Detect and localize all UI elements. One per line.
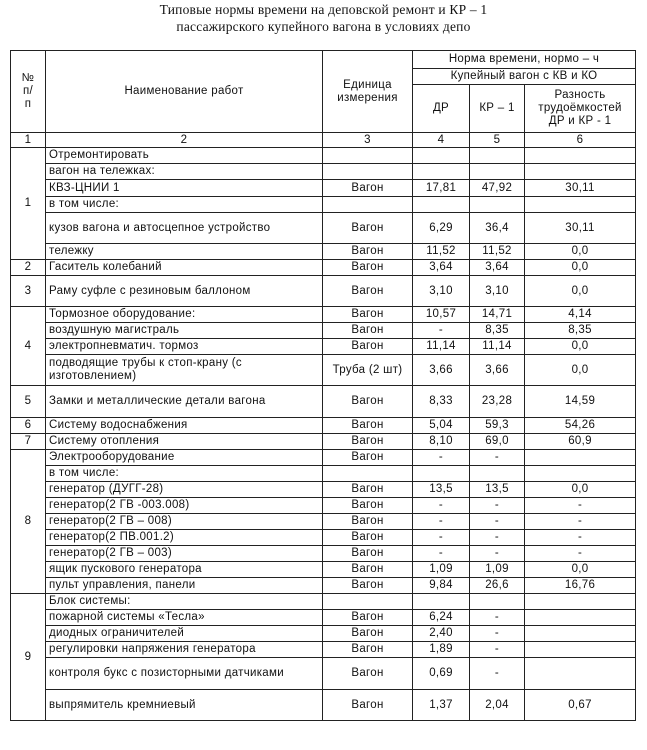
header-index: 2 [46,133,323,148]
work-name-cell: Раму суфле с резиновым баллоном [46,276,323,307]
kr-value-cell: - [470,514,525,530]
table-row [11,276,636,307]
table-row [11,434,636,450]
table-row [11,514,636,530]
diff-value-cell [525,148,636,164]
work-name-cell: генератор(2 ГВ – 003) [46,546,323,562]
table-row [11,626,636,642]
unit-cell: Вагон [323,514,413,530]
dr-value-cell [413,466,470,482]
unit-cell [323,164,413,180]
kr-value-cell [470,197,525,213]
kr-value-cell: - [470,626,525,642]
unit-cell: Вагон [323,450,413,466]
diff-value-cell [525,610,636,626]
diff-value-cell: 0,0 [525,355,636,386]
work-name-cell: кузов вагона и автосцепное устройство [46,213,323,244]
diff-value-cell: 54,26 [525,418,636,434]
table-row [11,180,636,197]
unit-cell: Вагон [323,244,413,260]
kr-value-cell: 13,5 [470,482,525,498]
unit-cell: Вагон [323,339,413,355]
kr-value-cell: 3,64 [470,260,525,276]
unit-cell: Вагон [323,482,413,498]
diff-value-cell [525,626,636,642]
kr-value-cell: - [470,642,525,658]
table-row [11,307,636,323]
row-number: 6 [11,418,46,434]
dr-value-cell: 17,81 [413,180,470,197]
table-row [11,213,636,244]
table-row [11,594,636,610]
unit-cell: Вагон [323,276,413,307]
row-number: 8 [11,450,46,594]
unit-cell: Вагон [323,610,413,626]
diff-value-cell [525,642,636,658]
table-row [11,498,636,514]
kr-value-cell: 36,4 [470,213,525,244]
table-body [11,148,636,721]
header-unit: Единица измерения [323,51,413,133]
work-name-cell: в том числе: [46,466,323,482]
header-car: Купейный вагон с КВ и КО [413,69,636,85]
diff-value-cell: 8,35 [525,323,636,339]
header-num: № п/ п [11,51,46,133]
diff-value-cell: - [525,530,636,546]
diff-value-cell: - [525,498,636,514]
norms-table [10,50,636,721]
table-row [11,355,636,386]
row-number: 5 [11,386,46,418]
dr-value-cell: 10,57 [413,307,470,323]
work-name-cell: генератор(2 ГВ -003.008) [46,498,323,514]
work-name-cell: Тормозное оборудование: [46,307,323,323]
unit-cell: Вагон [323,418,413,434]
work-name-cell: воздушную магистраль [46,323,323,339]
dr-value-cell: - [413,323,470,339]
unit-cell [323,197,413,213]
work-name-cell: тележку [46,244,323,260]
diff-value-cell: 14,59 [525,386,636,418]
kr-value-cell: 1,09 [470,562,525,578]
dr-value-cell: 1,89 [413,642,470,658]
work-name-cell: КВЗ-ЦНИИ 1 [46,180,323,197]
work-name-cell: контроля букс с позисторными датчиками [46,658,323,690]
table-row [11,164,636,180]
table-row [11,658,636,690]
header-diff: Разность трудоёмкостей ДР и КР - 1 [525,85,636,133]
work-name-cell: диодных ограничителей [46,626,323,642]
row-number: 7 [11,434,46,450]
header-kr: КР – 1 [470,85,525,133]
diff-value-cell: 0,0 [525,276,636,307]
table-row [11,546,636,562]
unit-cell [323,594,413,610]
table-row [11,578,636,594]
dr-value-cell: - [413,546,470,562]
dr-value-cell: - [413,530,470,546]
diff-value-cell [525,164,636,180]
row-number: 2 [11,260,46,276]
header-dr: ДР [413,85,470,133]
table-row [11,260,636,276]
dr-value-cell: 6,24 [413,610,470,626]
work-name-cell: выпрямитель кремниевый [46,690,323,721]
dr-value-cell: 9,84 [413,578,470,594]
dr-value-cell [413,148,470,164]
work-name-cell: генератор(2 ПВ.001.2) [46,530,323,546]
kr-value-cell [470,594,525,610]
header-norm: Норма времени, нормо – ч [413,51,636,69]
kr-value-cell: 69,0 [470,434,525,450]
header-index: 6 [525,133,636,148]
kr-value-cell: 11,14 [470,339,525,355]
unit-cell: Вагон [323,546,413,562]
table-row [11,244,636,260]
dr-value-cell: 5,04 [413,418,470,434]
diff-value-cell: 30,11 [525,213,636,244]
table-row [11,323,636,339]
diff-value-cell [525,658,636,690]
kr-value-cell: 3,66 [470,355,525,386]
table-row [11,386,636,418]
dr-value-cell: 8,10 [413,434,470,450]
work-name-cell: Систему отопления [46,434,323,450]
unit-cell: Вагон [323,307,413,323]
kr-value-cell [470,466,525,482]
table-row [11,466,636,482]
diff-value-cell: 30,11 [525,180,636,197]
header-index: 5 [470,133,525,148]
work-name-cell: генератор (ДУГГ-28) [46,482,323,498]
table-row [11,418,636,434]
work-name-cell: Электрооборудование [46,450,323,466]
diff-value-cell: 4,14 [525,307,636,323]
unit-cell [323,148,413,164]
dr-value-cell: - [413,498,470,514]
kr-value-cell: - [470,610,525,626]
table-row [11,450,636,466]
unit-cell: Вагон [323,530,413,546]
dr-value-cell [413,164,470,180]
work-name-cell: в том числе: [46,197,323,213]
table-row [11,562,636,578]
diff-value-cell: 16,76 [525,578,636,594]
table-row [11,690,636,721]
table-row [11,610,636,626]
diff-value-cell [525,450,636,466]
work-name-cell: Отремонтировать [46,148,323,164]
kr-value-cell: 26,6 [470,578,525,594]
work-name-cell: регулировки напряжения генератора [46,642,323,658]
work-name-cell: вагон на тележках: [46,164,323,180]
kr-value-cell: 8,35 [470,323,525,339]
kr-value-cell: - [470,450,525,466]
table-row [11,530,636,546]
diff-value-cell [525,197,636,213]
unit-cell: Вагон [323,626,413,642]
unit-cell: Вагон [323,578,413,594]
diff-value-cell: 0,0 [525,339,636,355]
unit-cell: Вагон [323,658,413,690]
kr-value-cell: 59,3 [470,418,525,434]
table-title-line-1: Типовые нормы времени на деповской ремонт и КР – 1 [159,2,488,17]
kr-value-cell: - [470,530,525,546]
unit-cell: Вагон [323,180,413,197]
dr-value-cell: 3,66 [413,355,470,386]
table-row [11,482,636,498]
work-name-cell: пожарной системы «Тесла» [46,610,323,626]
work-name-cell: подводящие трубы к стоп-крану (с изготовлением) [46,355,323,386]
table-title-line-2: пассажирского купейного вагона в условиях депо [176,19,471,34]
dr-value-cell [413,594,470,610]
unit-cell: Вагон [323,260,413,276]
dr-value-cell: 11,52 [413,244,470,260]
work-name-cell: генератор(2 ГВ – 008) [46,514,323,530]
kr-value-cell: 2,04 [470,690,525,721]
dr-value-cell: 1,09 [413,562,470,578]
work-name-cell: пульт управления, панели [46,578,323,594]
work-name-cell: Замки и металлические детали вагона [46,386,323,418]
kr-value-cell: - [470,658,525,690]
unit-cell: Вагон [323,498,413,514]
kr-value-cell: 47,92 [470,180,525,197]
dr-value-cell: 1,37 [413,690,470,721]
unit-cell: Вагон [323,434,413,450]
table-row [11,339,636,355]
table-row [11,642,636,658]
unit-cell: Вагон [323,323,413,339]
dr-value-cell: - [413,514,470,530]
diff-value-cell: 0,67 [525,690,636,721]
kr-value-cell: 11,52 [470,244,525,260]
unit-cell: Вагон [323,562,413,578]
diff-value-cell: 0,0 [525,260,636,276]
dr-value-cell: 13,5 [413,482,470,498]
diff-value-cell [525,594,636,610]
table-header [11,51,636,148]
work-name-cell: Систему водоснабжения [46,418,323,434]
unit-cell: Вагон [323,642,413,658]
table-row [11,148,636,164]
row-number: 3 [11,276,46,307]
dr-value-cell: 2,40 [413,626,470,642]
dr-value-cell: 11,14 [413,339,470,355]
work-name-cell: Гаситель колебаний [46,260,323,276]
header-index: 4 [413,133,470,148]
header-index: 3 [323,133,413,148]
diff-value-cell: - [525,546,636,562]
kr-value-cell [470,148,525,164]
kr-value-cell: - [470,498,525,514]
unit-cell: Вагон [323,386,413,418]
dr-value-cell: 3,10 [413,276,470,307]
row-number: 1 [11,148,46,260]
diff-value-cell: 0,0 [525,562,636,578]
kr-value-cell: 14,71 [470,307,525,323]
unit-cell: Вагон [323,213,413,244]
unit-cell: Вагон [323,690,413,721]
work-name-cell: Блок системы: [46,594,323,610]
kr-value-cell: - [470,546,525,562]
row-number: 4 [11,307,46,386]
work-name-cell: ящик пускового генератора [46,562,323,578]
row-number: 9 [11,594,46,721]
header-index: 1 [11,133,46,148]
dr-value-cell: 3,64 [413,260,470,276]
kr-value-cell: 23,28 [470,386,525,418]
diff-value-cell: - [525,514,636,530]
header-name: Наименование работ [46,51,323,133]
dr-value-cell: 8,33 [413,386,470,418]
work-name-cell: электропневматич. тормоз [46,339,323,355]
dr-value-cell [413,197,470,213]
diff-value-cell: 60,9 [525,434,636,450]
table-row [11,197,636,213]
unit-cell: Труба (2 шт) [323,355,413,386]
dr-value-cell: 0,69 [413,658,470,690]
dr-value-cell: - [413,450,470,466]
kr-value-cell [470,164,525,180]
diff-value-cell [525,466,636,482]
diff-value-cell: 0,0 [525,244,636,260]
dr-value-cell: 6,29 [413,213,470,244]
diff-value-cell: 0,0 [525,482,636,498]
kr-value-cell: 3,10 [470,276,525,307]
unit-cell [323,466,413,482]
